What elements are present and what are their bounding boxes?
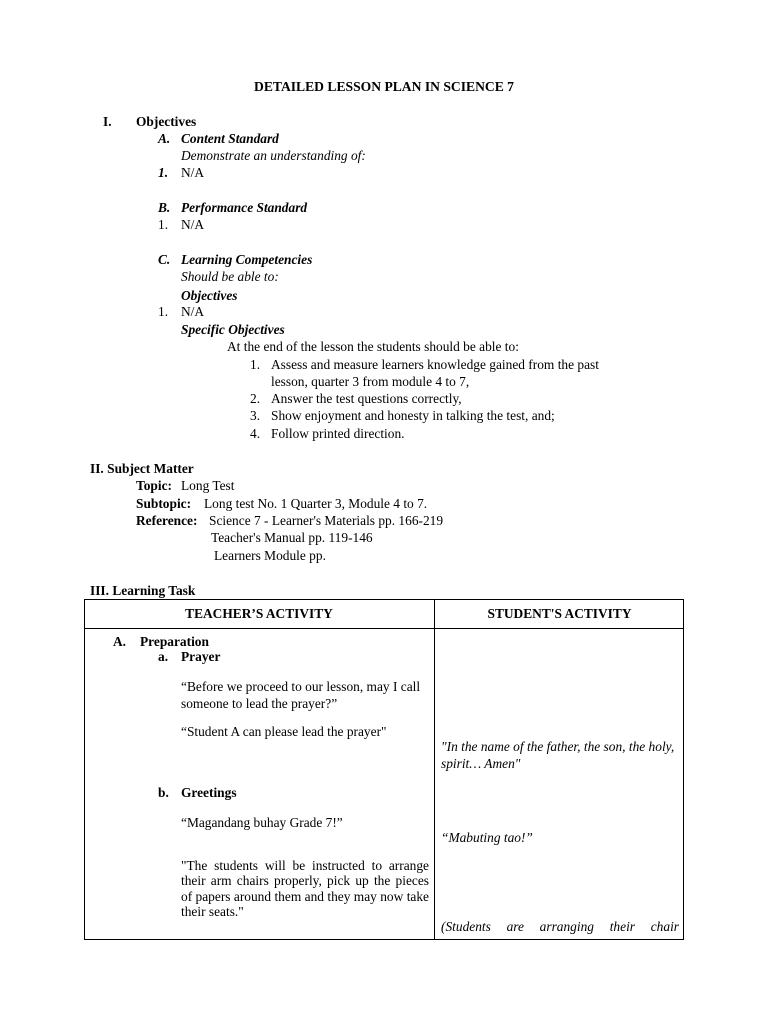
section-1-numeral: I.: [103, 114, 112, 129]
specific-objective-text: Show enjoyment and honesty in talking the test, and;: [271, 408, 555, 423]
section-1-heading: Objectives: [136, 114, 197, 129]
subsection-c-letter: C.: [158, 252, 171, 267]
greeting-response-text: “Mabuting tao!”: [441, 830, 533, 845]
performance-standard-title: Performance Standard: [181, 200, 308, 215]
prayer-response-text: "In the name of the father, the son, the holy, spirit… Amen": [441, 739, 675, 771]
content-standard-item-number: 1.: [158, 165, 169, 180]
reference-learners-module: Learners Module pp.: [214, 548, 326, 563]
prayer-letter: a.: [158, 649, 169, 664]
specific-objective-text-continued: lesson, quarter 3 from module 4 to 7,: [271, 374, 470, 389]
topic-value: Long Test: [181, 478, 235, 493]
content-standard-item-text: N/A: [181, 165, 205, 180]
students-activity-header: STUDENT'S ACTIVITY: [487, 606, 632, 621]
reference-label: Reference:: [136, 513, 198, 528]
seating-response-text: (Students are arranging their chair: [441, 919, 679, 934]
performance-standard-item-text: N/A: [181, 217, 205, 232]
section-3-heading: III. Learning Task: [90, 583, 196, 598]
topic-label: Topic:: [136, 478, 172, 493]
prayer-request-text: “Before we proceed to our lesson, may I call someone to lead the prayer?”: [181, 679, 421, 711]
table-column-divider: [434, 599, 435, 940]
specific-objectives-intro: At the end of the lesson the students should be able to:: [227, 339, 519, 354]
specific-objectives-label: Specific Objectives: [181, 322, 285, 337]
subtopic-value: Long test No. 1 Quarter 3, Module 4 to 7.: [204, 496, 428, 511]
document-title: DETAILED LESSON PLAN IN SCIENCE 7: [254, 79, 514, 94]
subsection-b-letter: B.: [158, 200, 171, 215]
prayer-assign-text: “Student A can please lead the prayer": [181, 724, 387, 739]
greetings-title: Greetings: [181, 785, 237, 800]
specific-objective-number: 1.: [250, 357, 261, 372]
subsection-a-letter: A.: [158, 131, 171, 146]
reference-teachers-manual: Teacher's Manual pp. 119-146: [211, 530, 373, 545]
prayer-title: Prayer: [181, 649, 221, 664]
performance-standard-item-number: 1.: [158, 217, 169, 232]
subtopic-label: Subtopic:: [136, 496, 192, 511]
teachers-activity-header: TEACHER’S ACTIVITY: [185, 606, 333, 621]
specific-objective-text: Assess and measure learners knowledge gained from the past: [271, 357, 599, 372]
specific-objective-number: 2.: [250, 391, 261, 406]
section-2-heading: II. Subject Matter: [90, 461, 194, 476]
objectives-item-number: 1.: [158, 304, 169, 319]
preparation-letter: A.: [113, 634, 127, 649]
seating-instruction-text: "The students will be instructed to arrange their arm chairs properly, pick up the pieces of papers around them and they may now take their seats.": [181, 858, 429, 919]
greetings-letter: b.: [158, 785, 169, 800]
specific-objective-text: Follow printed direction.: [271, 426, 405, 441]
learning-competencies-title: Learning Competencies: [181, 252, 313, 267]
greeting-text: “Magandang buhay Grade 7!”: [181, 815, 343, 830]
specific-objective-text: Answer the test questions correctly,: [271, 391, 462, 406]
objectives-item-text: N/A: [181, 304, 205, 319]
specific-objective-number: 4.: [250, 426, 261, 441]
learning-competencies-subtitle: Should be able to:: [181, 269, 279, 284]
preparation-title: Preparation: [140, 634, 209, 649]
content-standard-title: Content Standard: [181, 131, 279, 146]
specific-objective-number: 3.: [250, 408, 261, 423]
objectives-label: Objectives: [181, 288, 238, 303]
table-header-divider: [84, 628, 684, 629]
content-standard-subtitle: Demonstrate an understanding of:: [181, 148, 366, 163]
reference-value: Science 7 - Learner's Materials pp. 166-219: [209, 513, 444, 528]
